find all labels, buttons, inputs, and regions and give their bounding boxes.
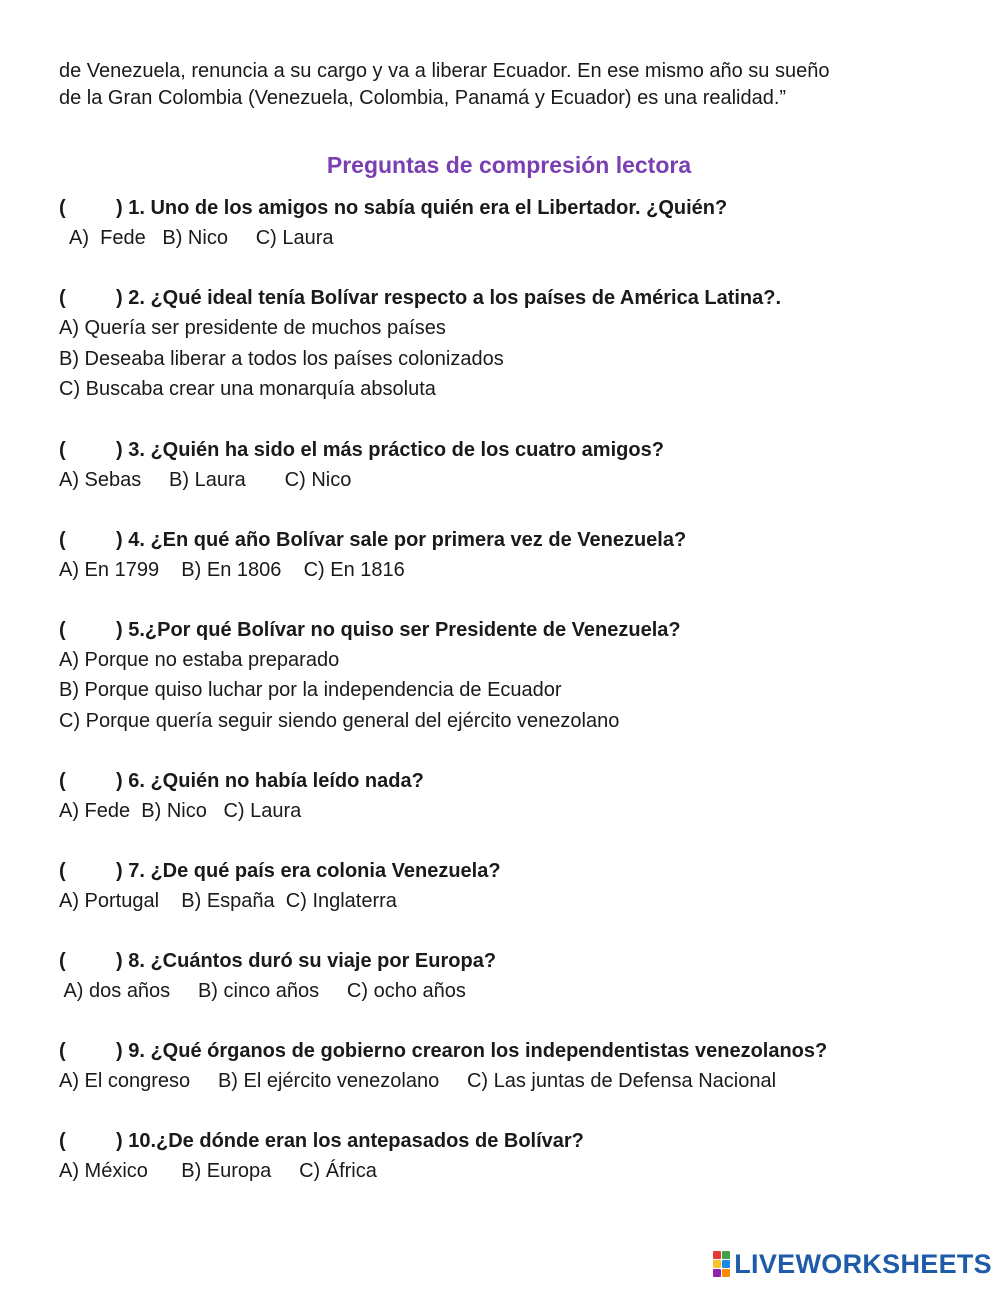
answer-option: C) Porque quería seguir siendo general del ejército venezolano [59,709,620,732]
answer-blank[interactable]: ( [59,438,66,461]
worksheet-page [59,58,959,1186]
answer-blank[interactable]: ( [59,770,66,792]
section-title: Preguntas de compresión lectora [326,152,692,178]
logo-tile [722,1260,730,1268]
question-label: ) 4. ¿En qué año Bolívar sale por primera vez de Venezuela? [116,528,687,551]
question-item [59,193,959,253]
answer-option: B) Deseaba liberar a todos los países colonizados [59,347,504,370]
question-text [59,615,959,645]
question-label: ) 1. Uno de los amigos no sabía quién era el Libertador. ¿Quién? [116,197,728,219]
answer-blank[interactable]: ( [59,950,66,972]
answer-options-row: A) Fede B) Nico C) Laura [59,800,302,822]
question-label: ) 9. ¿Qué órganos de gobierno crearon los independentistas venezolanos? [116,1040,828,1062]
logo-text: LIVEWORKSHEETS [734,1248,992,1279]
question-text [59,435,959,465]
answer-blank[interactable]: ( [59,287,66,309]
intro-line-1: de Venezuela, renuncia a su cargo y va a liberar Ecuador. En ese mismo año su sueño [59,60,830,82]
answer-blank[interactable]: ( [59,618,66,641]
question-label: ) 6. ¿Quién no había leído nada? [116,770,424,792]
logo-tile [722,1269,730,1277]
question-item [59,283,959,405]
question-label: ) 2. ¿Qué ideal tenía Bolívar respecto a los países de América Latina?. [116,287,782,309]
logo-tile [713,1260,721,1268]
question-text [59,283,959,313]
question-item [59,946,959,1006]
question-text [59,766,959,796]
question-item [59,856,959,916]
question-text [59,525,959,555]
answer-options-row: A) En 1799 B) En 1806 C) En 1816 [59,558,405,581]
liveworksheets-logo [713,1249,992,1279]
intro-paragraph [59,58,959,112]
question-text [59,1036,959,1066]
question-item [59,525,959,585]
question-text [59,1126,959,1156]
answer-options-row: A) El congreso B) El ejército venezolano C) Las juntas de Defensa Nacional [59,1070,777,1092]
question-list [59,193,959,1186]
answer-blank[interactable]: ( [59,1130,66,1152]
question-text [59,193,959,223]
answer-option: A) Quería ser presidente de muchos países [59,317,446,339]
question-label: ) 5.¿Por qué Bolívar no quiso ser Presidente de Venezuela? [116,618,681,641]
answer-options-row: A) dos años B) cinco años C) ocho años [59,980,466,1002]
question-item [59,615,959,737]
answer-blank[interactable]: ( [59,1040,66,1062]
answer-blank[interactable]: ( [59,528,66,551]
answer-option: B) Porque quiso luchar por la independencia de Ecuador [59,679,562,701]
question-item [59,766,959,826]
question-label: ) 3. ¿Quién ha sido el más práctico de los cuatro amigos? [116,438,664,461]
logo-tile [713,1251,721,1259]
answer-blank[interactable]: ( [59,860,66,882]
question-text [59,946,959,976]
question-label: ) 7. ¿De qué país era colonia Venezuela? [116,860,501,882]
answer-options-row: A) Portugal B) España C) Inglaterra [59,890,397,912]
answer-blank[interactable]: ( [59,197,66,219]
answer-options-row: A) México B) Europa C) África [59,1160,377,1182]
logo-tile [722,1251,730,1259]
logo-tile [713,1269,721,1277]
answer-option: C) Buscaba crear una monarquía absoluta [59,378,436,400]
answer-options-row: A) Fede B) Nico C) Laura [59,227,334,249]
question-item [59,1126,959,1186]
answer-option: A) Porque no estaba preparado [59,648,340,671]
logo-icon [713,1251,730,1277]
question-text [59,856,959,886]
answer-options-row: A) Sebas B) Laura C) Nico [59,468,352,491]
question-item [59,435,959,495]
question-label: ) 8. ¿Cuántos duró su viaje por Europa? [116,950,497,972]
intro-line-2: de la Gran Colombia (Venezuela, Colombia, Panamá y Ecuador) es una realidad.” [59,87,787,109]
question-item [59,1036,959,1096]
question-label: ) 10.¿De dónde eran los antepasados de Bolívar? [116,1130,584,1152]
